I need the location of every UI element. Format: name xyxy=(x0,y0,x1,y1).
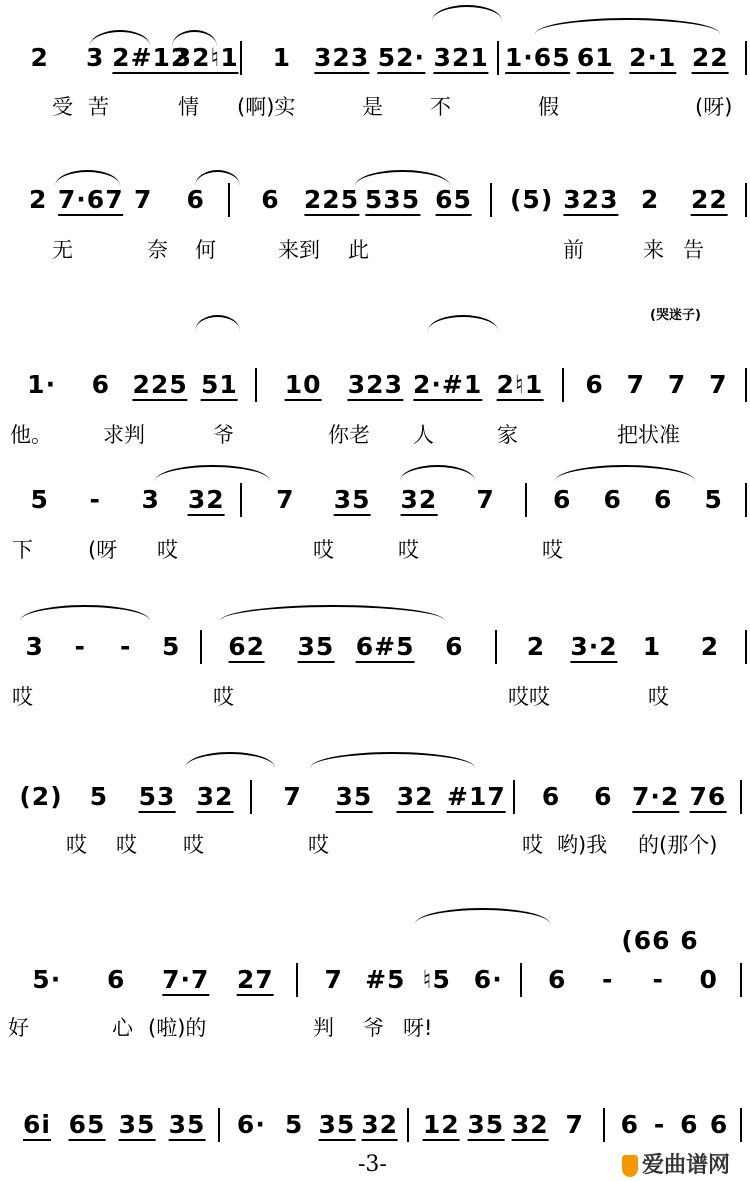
note: 5· xyxy=(32,965,62,994)
note: 35 xyxy=(467,1110,505,1139)
note: 2 xyxy=(526,632,546,661)
note: 22 xyxy=(690,185,728,214)
note: 7 xyxy=(565,1110,584,1139)
note: - xyxy=(652,965,664,994)
lyric: 情 xyxy=(178,95,199,119)
note: 321 xyxy=(433,43,489,72)
bar-line xyxy=(562,368,564,402)
lyric: 爷 xyxy=(213,423,234,447)
slur xyxy=(355,170,450,186)
note: 35 xyxy=(318,1110,356,1139)
note: 1·65 xyxy=(504,43,571,72)
note: 7·7 xyxy=(162,965,210,994)
lyric: 哎 xyxy=(308,833,329,857)
slur xyxy=(185,752,275,768)
note: 6 xyxy=(594,782,613,811)
note: - xyxy=(120,632,132,661)
slur xyxy=(195,170,240,186)
note: 53 xyxy=(138,782,176,811)
lyric: 好 xyxy=(8,1016,29,1040)
lyric: 哎哎 xyxy=(508,685,550,709)
note: 52· xyxy=(377,43,426,72)
lyric: 是 xyxy=(362,95,383,119)
bar-line xyxy=(520,963,522,997)
bar-line xyxy=(525,483,527,517)
lyric: 把状准 xyxy=(617,423,680,447)
bar-line xyxy=(745,368,747,402)
note: 35 xyxy=(297,632,335,661)
bar-line xyxy=(240,483,242,517)
slur xyxy=(400,465,475,481)
lyric: 哎 xyxy=(398,538,419,562)
note: 5 xyxy=(89,782,109,811)
lyric: 哎 xyxy=(66,833,87,857)
lyric: 苦 xyxy=(88,95,109,119)
note: 35 xyxy=(118,1110,156,1139)
bar-line xyxy=(296,963,298,997)
note: 32 xyxy=(361,1110,399,1139)
note: 1 xyxy=(272,43,292,72)
lyric: 哎 xyxy=(522,833,543,857)
bar-line xyxy=(495,630,497,664)
lyric: 何 xyxy=(195,238,216,262)
note: 7 xyxy=(134,185,153,214)
note: 6 xyxy=(91,370,111,399)
note: #17 xyxy=(447,782,506,811)
note: 61 xyxy=(576,43,614,72)
note: 27 xyxy=(236,965,274,994)
lyric: 下 xyxy=(12,538,33,562)
note: 3 xyxy=(25,632,44,661)
music-note-icon xyxy=(622,1155,638,1177)
note: 323 xyxy=(563,185,619,214)
slur xyxy=(415,908,550,924)
lyric: (呀) xyxy=(695,95,733,119)
note: 10 xyxy=(284,370,322,399)
note: 12 xyxy=(422,1110,460,1139)
slur xyxy=(310,752,475,768)
note: ♮5 xyxy=(422,965,451,994)
lyric: 无 xyxy=(52,238,73,262)
note: - xyxy=(602,965,614,994)
bar-line xyxy=(745,41,747,75)
note: - xyxy=(74,632,86,661)
slur xyxy=(555,465,695,481)
note: 7 xyxy=(709,370,728,399)
note: 5 xyxy=(704,485,723,514)
lyric: (呀 xyxy=(88,538,118,562)
slur xyxy=(90,30,150,46)
lyric: 哎 xyxy=(542,538,563,562)
bar-line xyxy=(200,630,202,664)
note: 7 xyxy=(276,485,295,514)
site-logo xyxy=(622,1148,730,1179)
bar-line xyxy=(255,368,257,402)
note: 35 xyxy=(333,485,371,514)
note: 6 xyxy=(620,1110,640,1139)
lyric: 呀! xyxy=(403,1016,433,1040)
interlude-notes: (66 6 xyxy=(621,926,699,955)
bar-line xyxy=(603,1108,605,1142)
note: 2#12 xyxy=(112,43,190,72)
slur xyxy=(155,465,270,481)
note: 6 xyxy=(585,370,604,399)
note: 2 xyxy=(640,185,660,214)
note: 3·2 xyxy=(570,632,618,661)
note: 6 xyxy=(603,485,622,514)
lyric: 前 xyxy=(563,238,584,262)
bar-line xyxy=(407,1108,409,1142)
lyric: 求判 xyxy=(103,423,145,447)
lyric: 哟)我 xyxy=(557,833,608,857)
note: 6#5 xyxy=(355,632,415,661)
lyric: 哎 xyxy=(213,685,234,709)
lyric: 此 xyxy=(348,238,369,262)
lyric: 哎 xyxy=(157,538,178,562)
note: 6 xyxy=(445,632,464,661)
note: 6 xyxy=(553,485,572,514)
note: 7 xyxy=(476,485,495,514)
note: 32 xyxy=(196,782,234,811)
lyric: 心 xyxy=(112,1016,133,1040)
lyric: 奈 xyxy=(147,238,168,262)
section-annotation: (哭迷子) xyxy=(650,308,701,323)
note: 35 xyxy=(335,782,373,811)
note: 6 xyxy=(107,965,126,994)
note: 2·1 xyxy=(629,43,677,72)
lyric: (啦)的 xyxy=(148,1016,207,1040)
note: 62 xyxy=(228,632,266,661)
note: 1· xyxy=(27,370,57,399)
note: 7 xyxy=(283,782,302,811)
lyric: 来 xyxy=(643,238,664,262)
bar-line xyxy=(745,630,747,664)
lyric: 告 xyxy=(683,238,704,262)
bar-line xyxy=(740,780,742,814)
note: 6 xyxy=(654,485,673,514)
slur xyxy=(172,30,217,46)
note: 535 xyxy=(364,185,421,214)
note: 35 xyxy=(168,1110,206,1139)
slur xyxy=(195,315,240,331)
note: 2 xyxy=(30,43,49,72)
note: 2·#1 xyxy=(413,370,483,399)
lyric: 的(那个) xyxy=(638,833,718,857)
lyric: 不 xyxy=(430,95,451,119)
note: 6· xyxy=(236,1110,266,1139)
note: 6i xyxy=(23,1110,51,1139)
lyric: (啊)实 xyxy=(237,95,296,119)
note: 6 xyxy=(709,1110,729,1139)
bar-line xyxy=(745,483,747,517)
note: 3 xyxy=(86,43,105,72)
slur xyxy=(20,605,150,621)
bar-line xyxy=(745,183,747,217)
slur xyxy=(220,605,445,621)
bar-line xyxy=(740,1108,742,1142)
note: #5 xyxy=(365,965,406,994)
lyric: 哎 xyxy=(648,685,669,709)
note: 76 xyxy=(689,782,727,811)
slur xyxy=(428,315,498,331)
page-number: -3- xyxy=(358,1152,387,1177)
bar-line xyxy=(218,1108,220,1142)
lyric: 人 xyxy=(413,423,434,447)
note: 3 xyxy=(141,485,160,514)
note: 6· xyxy=(473,965,503,994)
lyric: 哎 xyxy=(183,833,204,857)
bar-line xyxy=(490,183,492,217)
note: 51 xyxy=(200,370,238,399)
note: 6 xyxy=(186,185,205,214)
note: 225 xyxy=(132,370,188,399)
note: - xyxy=(653,1110,666,1139)
note: - xyxy=(89,485,101,514)
note: 7 xyxy=(667,370,687,399)
bar-line xyxy=(228,183,230,217)
note: 5 xyxy=(284,1110,304,1139)
bar-line xyxy=(513,780,515,814)
note: 32♮1 xyxy=(173,43,239,72)
note: 7 xyxy=(324,965,343,994)
note: (2) xyxy=(19,782,63,811)
note: 2♮1 xyxy=(496,370,544,399)
note: 6 xyxy=(261,185,280,214)
lyric: 来到 xyxy=(278,238,320,262)
note: 7·67 xyxy=(57,185,124,214)
note: 1 xyxy=(642,632,662,661)
lyric: 他。 xyxy=(10,423,52,447)
bar-line xyxy=(497,41,499,75)
note: 323 xyxy=(347,370,403,399)
note: 7 xyxy=(626,370,646,399)
note: 22 xyxy=(691,43,729,72)
note: 32 xyxy=(511,1110,549,1139)
note: (5) xyxy=(510,185,554,214)
lyric: 哎 xyxy=(313,538,334,562)
lyric: 哎 xyxy=(12,685,33,709)
lyric: 爷 xyxy=(363,1016,384,1040)
note: 6 xyxy=(680,1110,699,1139)
note: 323 xyxy=(314,43,370,72)
note: 65 xyxy=(68,1110,106,1139)
lyric: 假 xyxy=(538,95,559,119)
note: 7·2 xyxy=(631,782,680,811)
lyric: 家 xyxy=(497,423,518,447)
note: 32 xyxy=(396,782,434,811)
note: 2 xyxy=(29,185,48,214)
slur xyxy=(55,170,120,186)
logo-text: 爱曲谱网 xyxy=(642,1153,731,1178)
lyric: 你老 xyxy=(328,423,370,447)
note: 6 xyxy=(548,965,567,994)
lyric: 判 xyxy=(313,1016,334,1040)
note: 5 xyxy=(162,632,181,661)
lyric: 受 xyxy=(52,95,73,119)
note: 5 xyxy=(30,485,49,514)
slur xyxy=(535,18,720,34)
note: 225 xyxy=(303,185,360,214)
note: 2 xyxy=(700,632,720,661)
bar-line xyxy=(250,780,252,814)
note: 65 xyxy=(435,185,472,214)
slur xyxy=(432,5,502,21)
note: 32 xyxy=(400,485,438,514)
note: 6 xyxy=(541,782,561,811)
bar-line xyxy=(240,41,242,75)
lyric: 哎 xyxy=(116,833,137,857)
bar-line xyxy=(740,963,742,997)
note: 32 xyxy=(187,485,225,514)
note: 0 xyxy=(699,965,718,994)
